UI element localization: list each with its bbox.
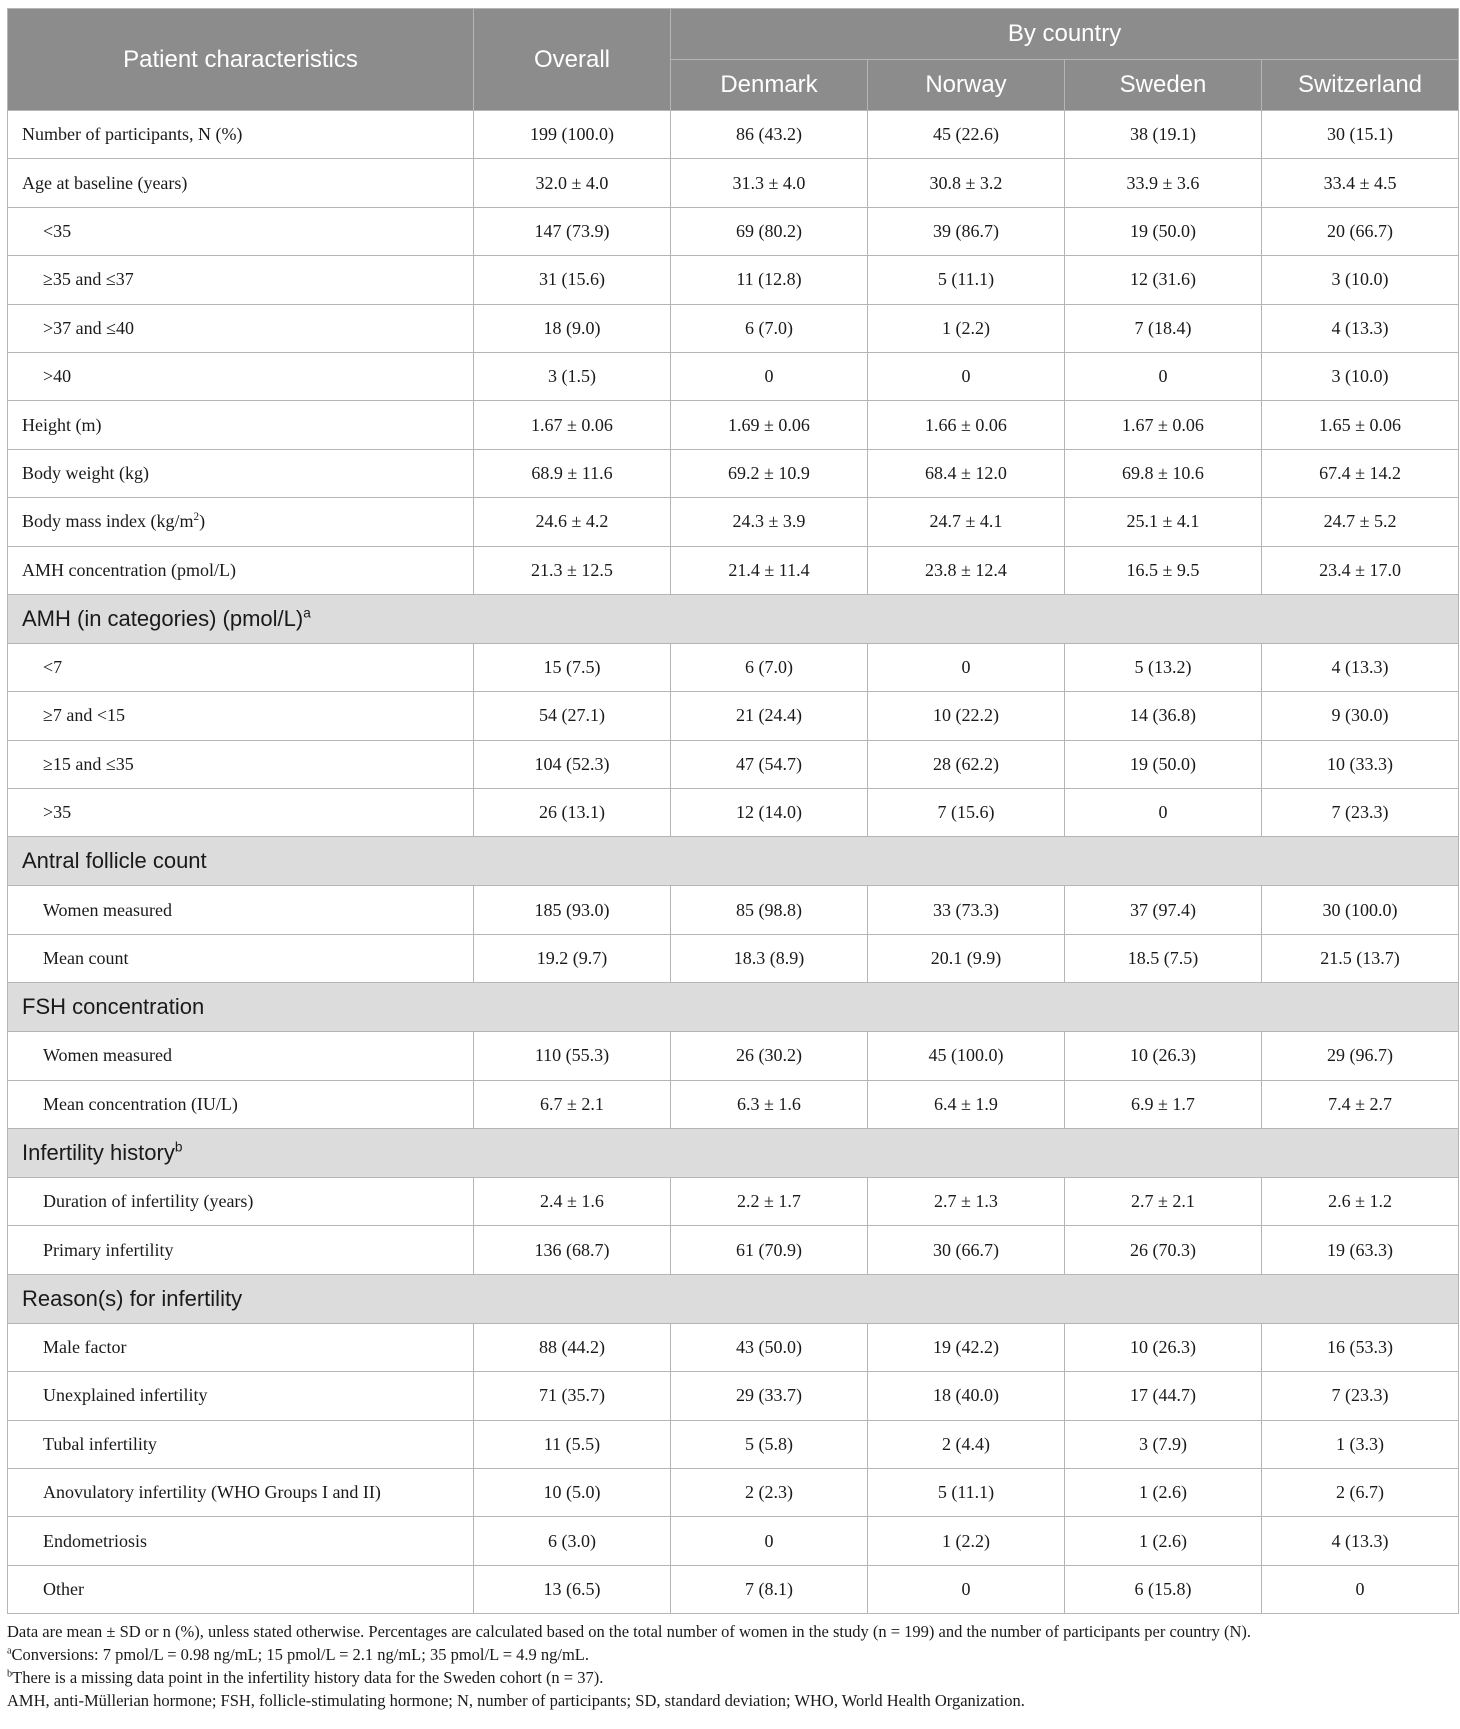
header-country-norway: Norway bbox=[868, 60, 1065, 111]
cell-switzerland: 16 (53.3) bbox=[1262, 1323, 1459, 1371]
row-label bbox=[8, 256, 474, 304]
cell-switzerland: 24.7 ± 5.2 bbox=[1262, 498, 1459, 546]
section-title-text: Antral follicle count bbox=[22, 848, 207, 874]
row-label-text: Mean concentration (IU/L) bbox=[43, 1093, 238, 1114]
table-row bbox=[8, 1420, 1459, 1468]
cell-switzerland: 10 (33.3) bbox=[1262, 740, 1459, 788]
row-label-text: Other bbox=[43, 1578, 84, 1599]
cell-switzerland: 33.4 ± 4.5 bbox=[1262, 159, 1459, 207]
header-characteristics: Patient characteristics bbox=[8, 9, 474, 111]
cell-overall: 2.4 ± 1.6 bbox=[474, 1178, 671, 1226]
cell-denmark: 86 (43.2) bbox=[671, 111, 868, 159]
cell-sweden: 6 (15.8) bbox=[1065, 1565, 1262, 1613]
row-label-text: Duration of infertility (years) bbox=[43, 1191, 254, 1212]
superscript: 2 bbox=[193, 511, 200, 524]
cell-sweden: 1.67 ± 0.06 bbox=[1065, 401, 1262, 449]
section-header-row bbox=[8, 1129, 1459, 1178]
table-row bbox=[8, 886, 1459, 934]
cell-overall: 88 (44.2) bbox=[474, 1323, 671, 1371]
footnote bbox=[7, 1620, 1453, 1643]
footnote-marker: a bbox=[7, 1645, 12, 1657]
cell-sweden: 17 (44.7) bbox=[1065, 1372, 1262, 1420]
cell-overall: 147 (73.9) bbox=[474, 207, 671, 255]
table-row bbox=[8, 1080, 1459, 1128]
cell-denmark: 21 (24.4) bbox=[671, 692, 868, 740]
footnote-text: AMH, anti-Müllerian hormone; FSH, follicle-stimulating hormone; N, number of participants; SD, standard deviation; WHO, World Health Organization. bbox=[7, 1691, 1025, 1711]
cell-denmark: 29 (33.7) bbox=[671, 1372, 868, 1420]
header-overall: Overall bbox=[474, 9, 671, 111]
section-header-row bbox=[8, 594, 1459, 643]
cell-overall: 10 (5.0) bbox=[474, 1468, 671, 1516]
header-country-switzerland: Switzerland bbox=[1262, 60, 1459, 111]
table-row bbox=[8, 789, 1459, 837]
section-title bbox=[8, 837, 1459, 886]
cell-sweden: 1 (2.6) bbox=[1065, 1468, 1262, 1516]
cell-sweden: 10 (26.3) bbox=[1065, 1032, 1262, 1080]
row-label bbox=[8, 207, 474, 255]
table-row bbox=[8, 352, 1459, 400]
cell-switzerland: 30 (100.0) bbox=[1262, 886, 1459, 934]
header-country-denmark: Denmark bbox=[671, 60, 868, 111]
cell-overall: 104 (52.3) bbox=[474, 740, 671, 788]
cell-switzerland: 3 (10.0) bbox=[1262, 352, 1459, 400]
row-label-text: >37 and ≤40 bbox=[43, 317, 135, 338]
header-country-sweden: Sweden bbox=[1065, 60, 1262, 111]
row-label-text: Age at baseline (years) bbox=[22, 172, 188, 193]
cell-sweden: 1 (2.6) bbox=[1065, 1517, 1262, 1565]
header-by-country: By country bbox=[671, 9, 1459, 60]
cell-sweden: 16.5 ± 9.5 bbox=[1065, 546, 1262, 594]
cell-norway: 18 (40.0) bbox=[868, 1372, 1065, 1420]
cell-overall: 3 (1.5) bbox=[474, 352, 671, 400]
cell-sweden: 37 (97.4) bbox=[1065, 886, 1262, 934]
cell-overall: 54 (27.1) bbox=[474, 692, 671, 740]
cell-switzerland: 1 (3.3) bbox=[1262, 1420, 1459, 1468]
section-title-text: Infertility history bbox=[22, 1140, 175, 1166]
row-label-text: ≥7 and <15 bbox=[43, 705, 126, 726]
cell-sweden: 18.5 (7.5) bbox=[1065, 934, 1262, 982]
cell-overall: 199 (100.0) bbox=[474, 111, 671, 159]
row-label-text: <35 bbox=[43, 220, 72, 241]
cell-norway: 1 (2.2) bbox=[868, 1517, 1065, 1565]
cell-denmark: 31.3 ± 4.0 bbox=[671, 159, 868, 207]
section-header-row bbox=[8, 837, 1459, 886]
table-row bbox=[8, 256, 1459, 304]
cell-overall: 26 (13.1) bbox=[474, 789, 671, 837]
footnote-marker: a bbox=[303, 605, 311, 621]
section-header-row bbox=[8, 1274, 1459, 1323]
row-label bbox=[8, 692, 474, 740]
cell-switzerland: 7.4 ± 2.7 bbox=[1262, 1080, 1459, 1128]
row-label-text: Women measured bbox=[43, 1045, 173, 1066]
table-row bbox=[8, 1032, 1459, 1080]
cell-overall: 6 (3.0) bbox=[474, 1517, 671, 1565]
row-label bbox=[8, 1468, 474, 1516]
cell-norway: 24.7 ± 4.1 bbox=[868, 498, 1065, 546]
cell-overall: 68.9 ± 11.6 bbox=[474, 449, 671, 497]
row-label bbox=[8, 740, 474, 788]
patient-characteristics-table bbox=[7, 8, 1459, 1614]
table-row bbox=[8, 304, 1459, 352]
table-footnotes bbox=[7, 1620, 1453, 1712]
cell-overall: 6.7 ± 2.1 bbox=[474, 1080, 671, 1128]
cell-denmark: 26 (30.2) bbox=[671, 1032, 868, 1080]
cell-norway: 2 (4.4) bbox=[868, 1420, 1065, 1468]
footnote-text: Conversions: 7 pmol/L = 0.98 ng/mL; 15 pmol/L = 2.1 ng/mL; 35 pmol/L = 4.9 ng/mL. bbox=[11, 1645, 589, 1665]
row-label bbox=[8, 643, 474, 691]
cell-norway: 23.8 ± 12.4 bbox=[868, 546, 1065, 594]
cell-norway: 33 (73.3) bbox=[868, 886, 1065, 934]
cell-overall: 110 (55.3) bbox=[474, 1032, 671, 1080]
cell-denmark: 7 (8.1) bbox=[671, 1565, 868, 1613]
row-label bbox=[8, 1178, 474, 1226]
cell-switzerland: 7 (23.3) bbox=[1262, 789, 1459, 837]
table-row bbox=[8, 1323, 1459, 1371]
row-label-text: AMH concentration (pmol/L) bbox=[22, 559, 236, 580]
table-row bbox=[8, 1517, 1459, 1565]
cell-norway: 2.7 ± 1.3 bbox=[868, 1178, 1065, 1226]
cell-sweden: 38 (19.1) bbox=[1065, 111, 1262, 159]
cell-switzerland: 4 (13.3) bbox=[1262, 304, 1459, 352]
row-label-text: Body mass index (kg/m bbox=[22, 511, 194, 532]
cell-switzerland: 3 (10.0) bbox=[1262, 256, 1459, 304]
row-label bbox=[8, 1420, 474, 1468]
row-label-text: >40 bbox=[43, 366, 72, 387]
cell-denmark: 21.4 ± 11.4 bbox=[671, 546, 868, 594]
cell-switzerland: 19 (63.3) bbox=[1262, 1226, 1459, 1274]
cell-sweden: 19 (50.0) bbox=[1065, 740, 1262, 788]
cell-switzerland: 2.6 ± 1.2 bbox=[1262, 1178, 1459, 1226]
cell-norway: 30.8 ± 3.2 bbox=[868, 159, 1065, 207]
table-row bbox=[8, 159, 1459, 207]
cell-norway: 5 (11.1) bbox=[868, 1468, 1065, 1516]
table-row bbox=[8, 401, 1459, 449]
cell-sweden: 19 (50.0) bbox=[1065, 207, 1262, 255]
row-label-text: Tubal infertility bbox=[43, 1433, 157, 1454]
row-label-text: Unexplained infertility bbox=[43, 1385, 208, 1406]
cell-overall: 18 (9.0) bbox=[474, 304, 671, 352]
row-label-text: Height (m) bbox=[22, 414, 102, 435]
cell-denmark: 5 (5.8) bbox=[671, 1420, 868, 1468]
row-label-text: Women measured bbox=[43, 899, 173, 920]
row-label bbox=[8, 886, 474, 934]
table-row bbox=[8, 1178, 1459, 1226]
cell-switzerland: 20 (66.7) bbox=[1262, 207, 1459, 255]
cell-overall: 15 (7.5) bbox=[474, 643, 671, 691]
row-label bbox=[8, 304, 474, 352]
cell-switzerland: 4 (13.3) bbox=[1262, 1517, 1459, 1565]
cell-sweden: 0 bbox=[1065, 789, 1262, 837]
cell-norway: 45 (100.0) bbox=[868, 1032, 1065, 1080]
row-label bbox=[8, 1323, 474, 1371]
cell-switzerland: 9 (30.0) bbox=[1262, 692, 1459, 740]
row-label bbox=[8, 1517, 474, 1565]
row-label-text: Mean count bbox=[43, 948, 129, 969]
cell-overall: 71 (35.7) bbox=[474, 1372, 671, 1420]
row-label-text: ≥35 and ≤37 bbox=[43, 269, 134, 290]
row-label-tail: ) bbox=[199, 511, 206, 532]
row-label-text: Male factor bbox=[43, 1337, 127, 1357]
cell-norway: 28 (62.2) bbox=[868, 740, 1065, 788]
cell-norway: 20.1 (9.9) bbox=[868, 934, 1065, 982]
cell-norway: 0 bbox=[868, 643, 1065, 691]
cell-switzerland: 21.5 (13.7) bbox=[1262, 934, 1459, 982]
row-label bbox=[8, 1372, 474, 1420]
cell-sweden: 14 (36.8) bbox=[1065, 692, 1262, 740]
cell-sweden: 33.9 ± 3.6 bbox=[1065, 159, 1262, 207]
cell-overall: 21.3 ± 12.5 bbox=[474, 546, 671, 594]
table-row bbox=[8, 740, 1459, 788]
section-title-text: Reason(s) for infertility bbox=[22, 1285, 243, 1311]
table-row bbox=[8, 546, 1459, 594]
cell-sweden: 10 (26.3) bbox=[1065, 1323, 1262, 1371]
cell-norway: 1 (2.2) bbox=[868, 304, 1065, 352]
row-label-text: ≥15 and ≤35 bbox=[43, 753, 134, 774]
section-header-row bbox=[8, 983, 1459, 1032]
table-row bbox=[8, 1565, 1459, 1613]
cell-norway: 5 (11.1) bbox=[868, 256, 1065, 304]
cell-switzerland: 4 (13.3) bbox=[1262, 643, 1459, 691]
section-title bbox=[8, 983, 1459, 1032]
footnote bbox=[7, 1643, 1453, 1666]
cell-norway: 19 (42.2) bbox=[868, 1323, 1065, 1371]
footnote-text: Data are mean ± SD or n (%), unless stated otherwise. Percentages are calculated based on the total number of women in the study (n = 199) and the number of participants per country (N). bbox=[7, 1622, 1252, 1642]
row-label bbox=[8, 934, 474, 982]
cell-sweden: 26 (70.3) bbox=[1065, 1226, 1262, 1274]
cell-norway: 39 (86.7) bbox=[868, 207, 1065, 255]
cell-denmark: 0 bbox=[671, 352, 868, 400]
cell-sweden: 69.8 ± 10.6 bbox=[1065, 449, 1262, 497]
row-label bbox=[8, 789, 474, 837]
table-row bbox=[8, 449, 1459, 497]
cell-denmark: 2 (2.3) bbox=[671, 1468, 868, 1516]
cell-sweden: 3 (7.9) bbox=[1065, 1420, 1262, 1468]
cell-denmark: 47 (54.7) bbox=[671, 740, 868, 788]
table-row bbox=[8, 643, 1459, 691]
row-label-text: Endometriosis bbox=[43, 1530, 147, 1551]
row-label-text: >35 bbox=[43, 802, 72, 823]
cell-overall: 11 (5.5) bbox=[474, 1420, 671, 1468]
table-row bbox=[8, 498, 1459, 546]
footnote-marker: b bbox=[7, 1668, 13, 1680]
row-label bbox=[8, 546, 474, 594]
cell-denmark: 1.69 ± 0.06 bbox=[671, 401, 868, 449]
row-label bbox=[8, 159, 474, 207]
cell-norway: 10 (22.2) bbox=[868, 692, 1065, 740]
table-row bbox=[8, 934, 1459, 982]
cell-sweden: 5 (13.2) bbox=[1065, 643, 1262, 691]
cell-denmark: 11 (12.8) bbox=[671, 256, 868, 304]
cell-overall: 1.67 ± 0.06 bbox=[474, 401, 671, 449]
cell-sweden: 12 (31.6) bbox=[1065, 256, 1262, 304]
cell-denmark: 6 (7.0) bbox=[671, 643, 868, 691]
cell-overall: 185 (93.0) bbox=[474, 886, 671, 934]
cell-denmark: 6 (7.0) bbox=[671, 304, 868, 352]
cell-sweden: 6.9 ± 1.7 bbox=[1065, 1080, 1262, 1128]
row-label-text: Body weight (kg) bbox=[22, 462, 149, 483]
cell-denmark: 69 (80.2) bbox=[671, 207, 868, 255]
cell-denmark: 0 bbox=[671, 1517, 868, 1565]
row-label bbox=[8, 1565, 474, 1613]
cell-overall: 32.0 ± 4.0 bbox=[474, 159, 671, 207]
cell-overall: 136 (68.7) bbox=[474, 1226, 671, 1274]
row-label bbox=[8, 1080, 474, 1128]
cell-denmark: 6.3 ± 1.6 bbox=[671, 1080, 868, 1128]
cell-sweden: 7 (18.4) bbox=[1065, 304, 1262, 352]
cell-denmark: 69.2 ± 10.9 bbox=[671, 449, 868, 497]
cell-denmark: 12 (14.0) bbox=[671, 789, 868, 837]
cell-norway: 68.4 ± 12.0 bbox=[868, 449, 1065, 497]
cell-overall: 31 (15.6) bbox=[474, 256, 671, 304]
table-row bbox=[8, 1468, 1459, 1516]
row-label bbox=[8, 498, 474, 546]
cell-denmark: 24.3 ± 3.9 bbox=[671, 498, 868, 546]
cell-switzerland: 2 (6.7) bbox=[1262, 1468, 1459, 1516]
cell-norway: 30 (66.7) bbox=[868, 1226, 1065, 1274]
cell-switzerland: 23.4 ± 17.0 bbox=[1262, 546, 1459, 594]
row-label bbox=[8, 449, 474, 497]
cell-denmark: 85 (98.8) bbox=[671, 886, 868, 934]
table-row bbox=[8, 1372, 1459, 1420]
row-label bbox=[8, 401, 474, 449]
cell-overall: 13 (6.5) bbox=[474, 1565, 671, 1613]
cell-norway: 0 bbox=[868, 1565, 1065, 1613]
row-label-text: Number of participants, N (%) bbox=[22, 124, 243, 145]
section-title bbox=[8, 594, 1459, 643]
cell-switzerland: 29 (96.7) bbox=[1262, 1032, 1459, 1080]
section-title-text: AMH (in categories) (pmol/L) bbox=[22, 605, 304, 631]
cell-denmark: 61 (70.9) bbox=[671, 1226, 868, 1274]
cell-norway: 0 bbox=[868, 352, 1065, 400]
cell-switzerland: 0 bbox=[1262, 1565, 1459, 1613]
section-title bbox=[8, 1129, 1459, 1178]
table-row bbox=[8, 1226, 1459, 1274]
table-container bbox=[7, 8, 1453, 1712]
footnote bbox=[7, 1666, 1453, 1689]
cell-switzerland: 30 (15.1) bbox=[1262, 111, 1459, 159]
table-row bbox=[8, 207, 1459, 255]
cell-switzerland: 1.65 ± 0.06 bbox=[1262, 401, 1459, 449]
cell-norway: 1.66 ± 0.06 bbox=[868, 401, 1065, 449]
table-body bbox=[8, 111, 1459, 1614]
row-label bbox=[8, 1032, 474, 1080]
row-label bbox=[8, 111, 474, 159]
row-label-text: Anovulatory infertility (WHO Groups I and II) bbox=[43, 1482, 381, 1503]
cell-overall: 19.2 (9.7) bbox=[474, 934, 671, 982]
section-title bbox=[8, 1274, 1459, 1323]
cell-norway: 7 (15.6) bbox=[868, 789, 1065, 837]
row-label bbox=[8, 1226, 474, 1274]
cell-sweden: 25.1 ± 4.1 bbox=[1065, 498, 1262, 546]
row-label-text: Primary infertility bbox=[43, 1239, 174, 1260]
section-title-text: FSH concentration bbox=[22, 994, 205, 1020]
cell-overall: 24.6 ± 4.2 bbox=[474, 498, 671, 546]
cell-switzerland: 7 (23.3) bbox=[1262, 1372, 1459, 1420]
cell-norway: 6.4 ± 1.9 bbox=[868, 1080, 1065, 1128]
cell-sweden: 2.7 ± 2.1 bbox=[1065, 1178, 1262, 1226]
cell-norway: 45 (22.6) bbox=[868, 111, 1065, 159]
table-row bbox=[8, 111, 1459, 159]
cell-denmark: 43 (50.0) bbox=[671, 1323, 868, 1371]
cell-denmark: 2.2 ± 1.7 bbox=[671, 1178, 868, 1226]
footnote-marker: b bbox=[174, 1139, 183, 1155]
cell-switzerland: 67.4 ± 14.2 bbox=[1262, 449, 1459, 497]
row-label-text: <7 bbox=[43, 657, 63, 678]
row-label bbox=[8, 352, 474, 400]
cell-sweden: 0 bbox=[1065, 352, 1262, 400]
footnote-text: There is a missing data point in the infertility history data for the Sweden cohort (n = 37). bbox=[12, 1668, 604, 1688]
cell-denmark: 18.3 (8.9) bbox=[671, 934, 868, 982]
footnote bbox=[7, 1689, 1453, 1712]
table-row bbox=[8, 692, 1459, 740]
